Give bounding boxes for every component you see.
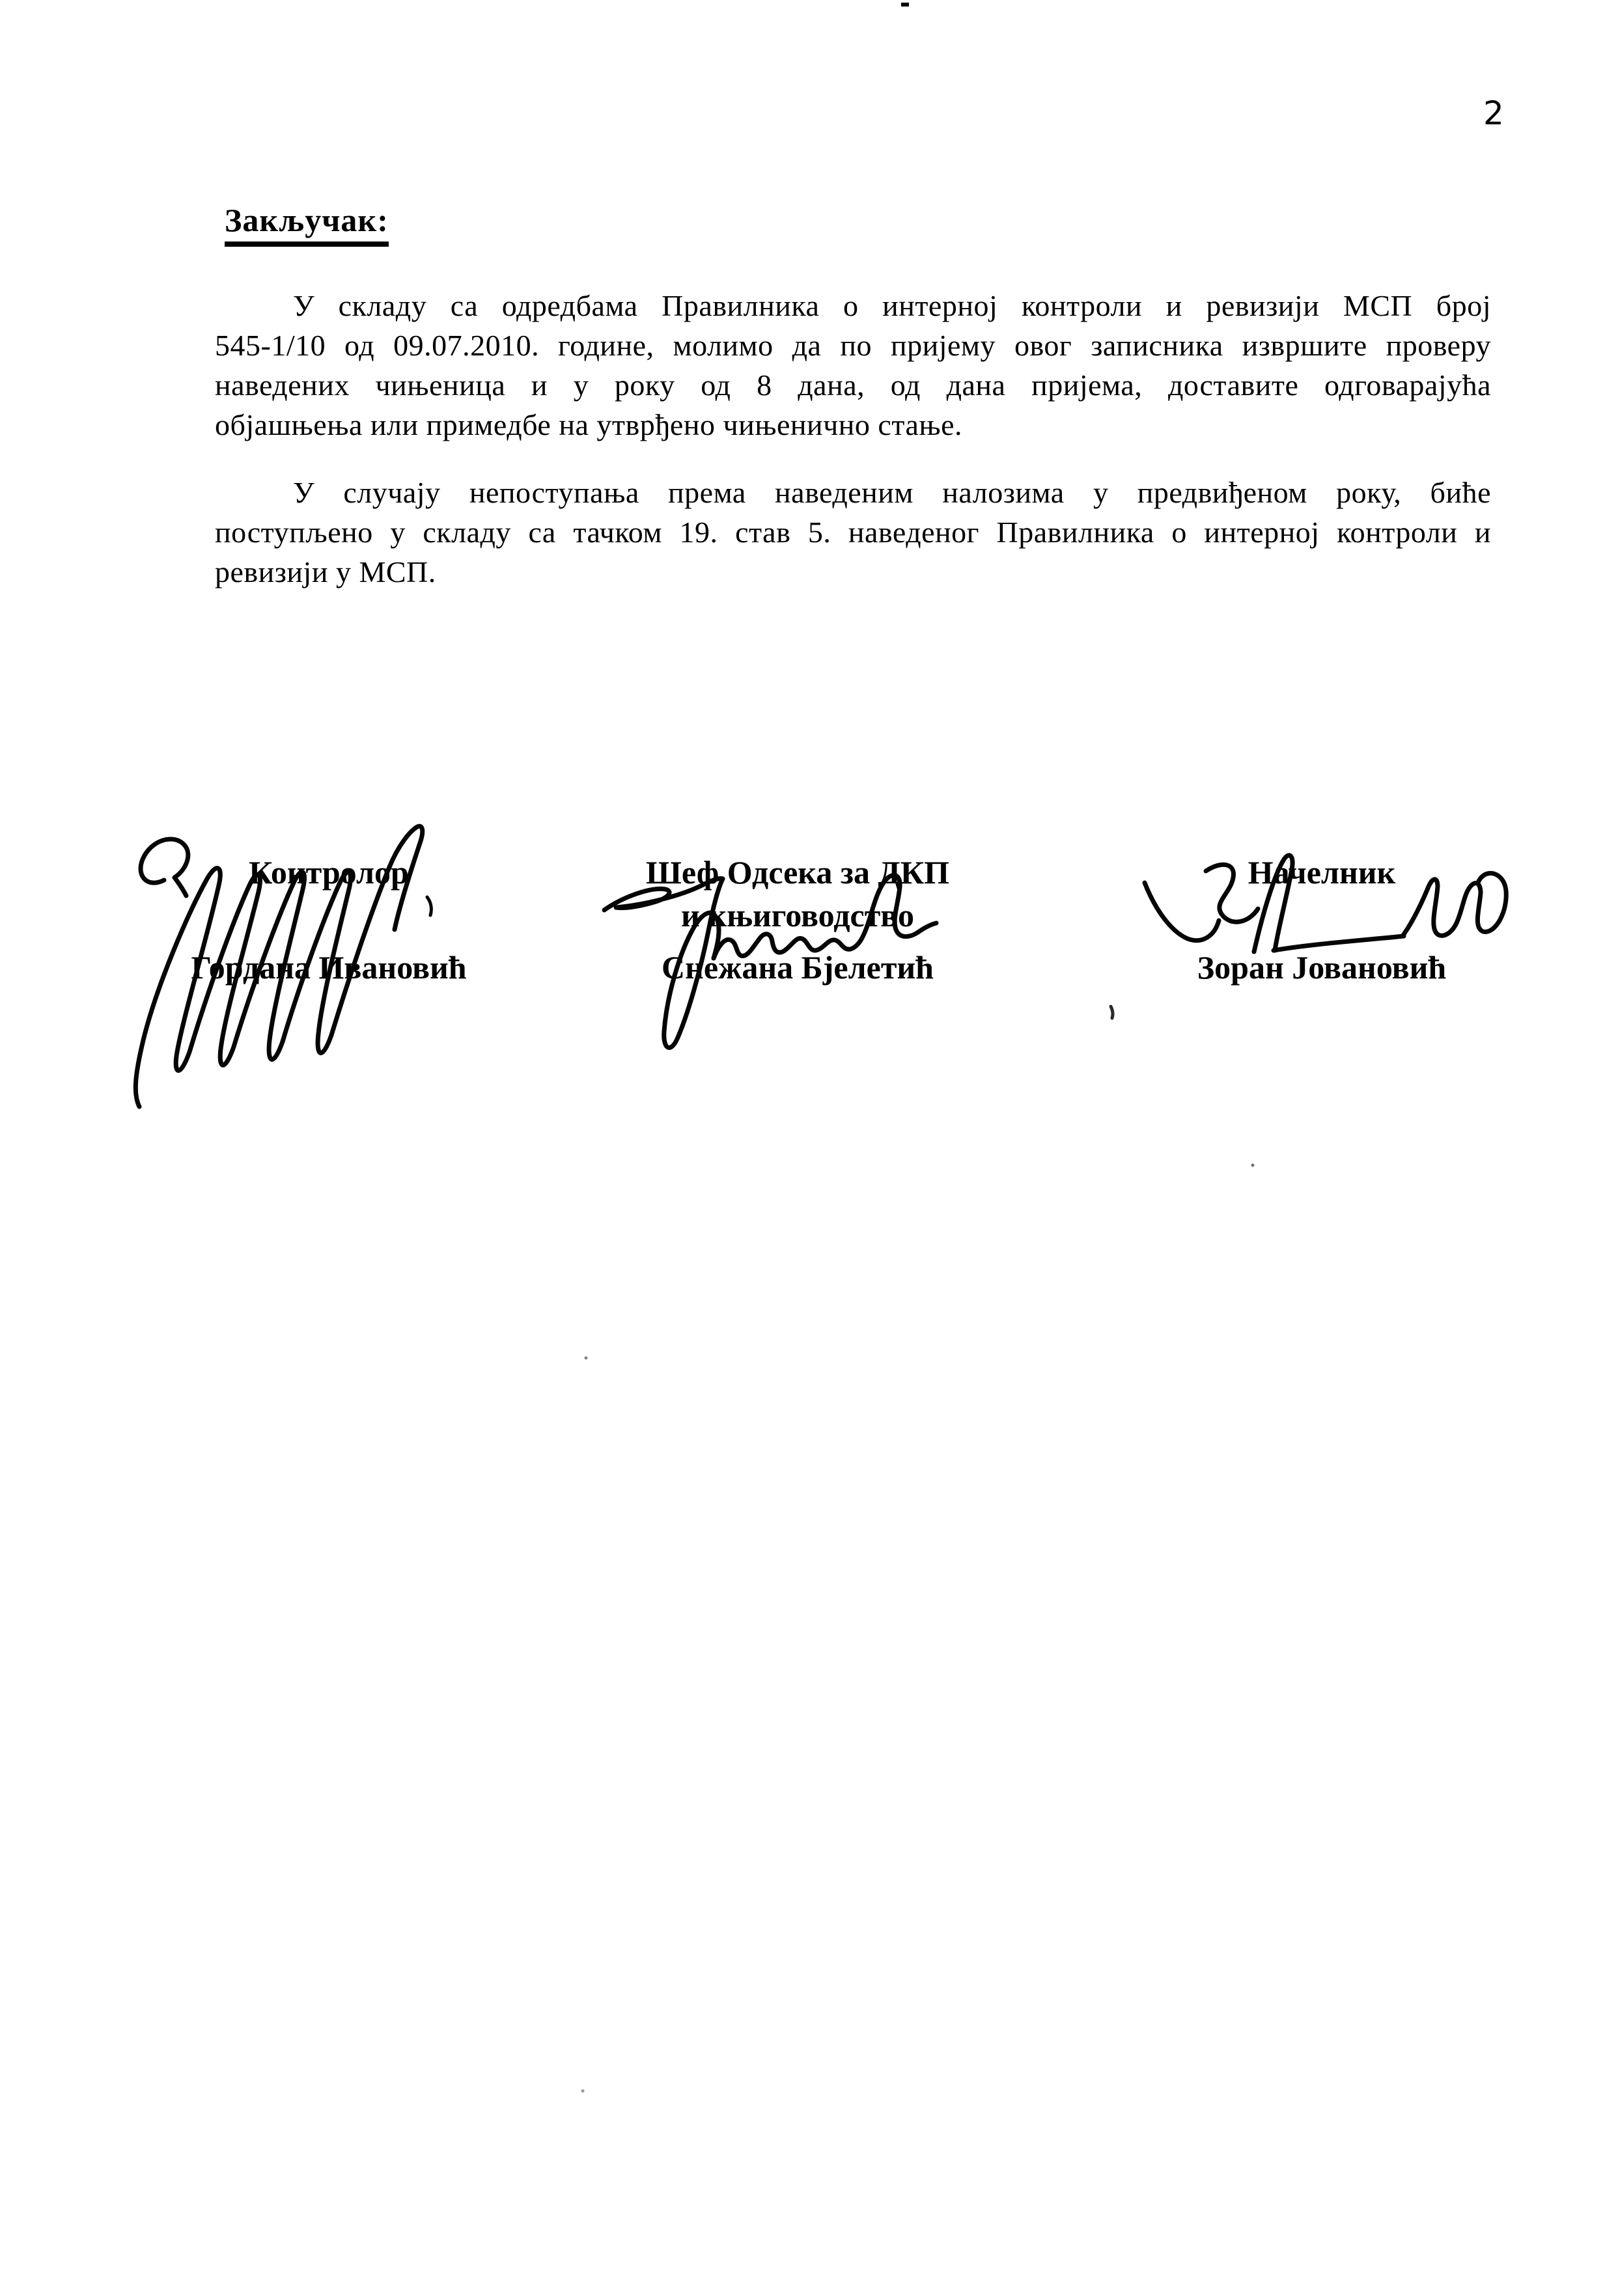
conclusion-heading: Закључак:	[225, 203, 389, 247]
paragraph-line: ревизији у МСП.	[215, 555, 436, 588]
scan-artifact-dots	[581, 1006, 1255, 2093]
signature-title-line: Шеф Одсека за ДКП	[645, 854, 949, 891]
signatory-name: Зоран Јовановић	[1197, 949, 1447, 986]
paragraph-line: 545-1/10 од 09.07.2010. године, молимо да по пријему овог записника извршите проверу	[215, 329, 1491, 362]
signature-block-section-chief	[628, 851, 967, 988]
paragraph-conclusion-1	[215, 286, 1491, 445]
paragraph-line: објашњења или примедбе на утврђено чињенично стање.	[215, 408, 963, 441]
signature-title	[628, 851, 967, 947]
signatory-name: Гордана Ивановић	[191, 949, 467, 986]
paragraph-line: поступљено у складу са тачком 19. став 5. наведеног Правилника о интерној контроли и	[215, 516, 1491, 549]
signature-title-line: Контролор	[249, 854, 409, 891]
paragraph-line: У складу са одредбама Правилника о интерној контроли и ревизији МСП број	[293, 289, 1491, 322]
signature-block-head	[1152, 851, 1491, 988]
paragraph-line: наведених чињеница и у року од 8 дана, од дана пријема, доставите одговарајућа	[215, 368, 1491, 402]
scan-artifact-dash	[901, 3, 909, 7]
signature-title-line: Начелник	[1248, 854, 1396, 891]
signature-title	[1152, 851, 1491, 947]
signature-block-controller	[166, 851, 492, 988]
signatory-name: Снежана Бјелетић	[662, 949, 934, 986]
signature-title-line: и књиговодство	[681, 897, 914, 934]
paragraph-line: У случају непоступања према наведеним налозима у предвиђеном року, биће	[293, 476, 1491, 509]
signature-title	[166, 851, 492, 947]
paragraph-conclusion-2	[215, 473, 1491, 592]
page-number: 2	[1483, 94, 1504, 132]
